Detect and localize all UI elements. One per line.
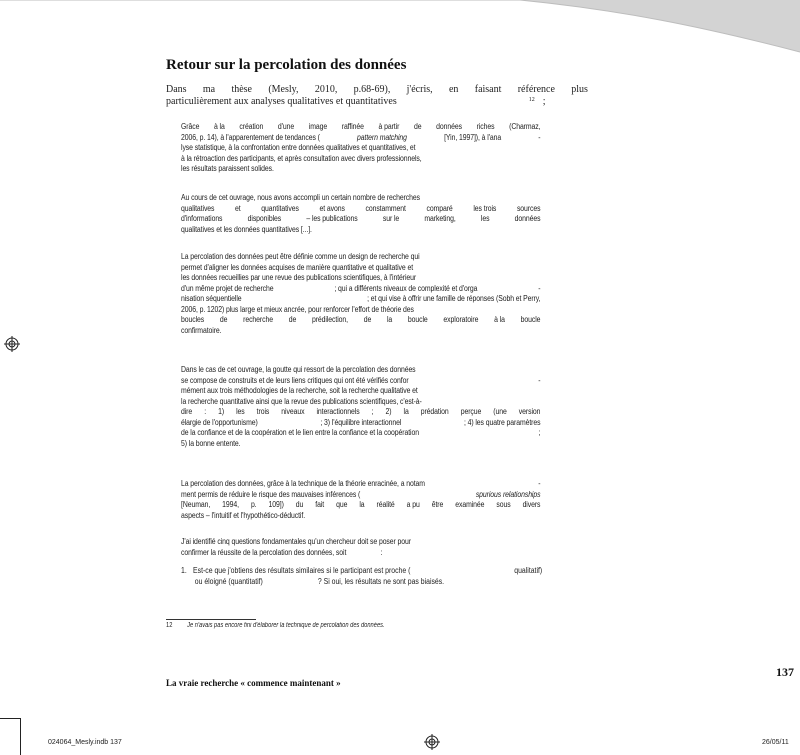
quote-text: et [235,203,241,213]
quote-text: sous [496,500,511,509]
quote-text: 2006, p. 14), à l'apparentement de tendances ( [181,132,320,142]
quote-text: quantitatives [261,203,299,213]
block-quote-p3 [181,252,540,336]
registration-mark-icon [424,734,440,750]
footnote-reference: 12 [528,97,535,103]
quote-text: La percolation des données peut être définie comme un design de recherche qui [181,252,420,261]
quote-text: et avons [319,203,345,213]
quote-text: - [538,283,541,293]
intro-word: thèse [231,84,252,95]
outro-colon: : [380,547,383,557]
quote-text: perçue [460,407,482,416]
quote-text: de [363,315,372,324]
quote-text: trois [256,407,270,416]
quote-line [181,511,540,522]
intro-line-2 [166,96,588,109]
quote-text: ; 3) l'équilibre interactionnel [320,417,402,427]
quote-text: de la confiance et de la coopération et le lien entre la confiance et la coopération [181,428,419,437]
quote-text: données [514,214,541,223]
quote-text: les [236,407,245,416]
quote-text: confirmatoire. [181,325,222,335]
quote-text: ; et qui vise à offrir une famille de réponses (Sobh et Perry, [367,294,541,303]
quote-line [181,193,540,204]
quote-text: La percolation des données, grâce à la technique de la théorie enracinée, a notam [181,479,425,488]
intro-word: ma [202,84,216,95]
quote-text: ; [371,407,374,416]
quote-text: a pu [406,500,420,509]
block-quote-p5 [181,479,540,521]
quote-text: examinée [455,500,485,509]
quote-line [181,225,540,236]
list-item-text: Est-ce que j'obtiens des résultats similaires si le participant est proche ( [193,566,411,575]
quote-text: ; [538,428,541,437]
quote-line [181,439,540,450]
quote-text: 109]) [268,500,284,509]
quote-text: prédation [420,407,449,416]
quote-text: ment permis de réduire le risque des mauvaises inférences ( [181,489,361,499]
intro-word: p.68-69), [353,84,391,95]
quote-text: qualitatives et les données quantitatives [...]. [181,224,312,234]
quote-line [181,252,540,263]
outro-paragraph [181,537,540,558]
intro-word: en [448,84,459,95]
quote-line [181,326,540,337]
quote-line [181,204,540,215]
quote-line [181,154,540,165]
quote-text: pattern matching [357,132,407,142]
quote-text: sources [516,203,541,213]
quote-text: comparé [426,203,453,213]
quote-text: données [436,122,462,131]
quote-line [181,315,540,326]
quote-text: 1) [218,407,225,416]
quote-text: à partir [378,122,400,131]
quote-text: [Neuman, [181,500,211,509]
quote-line [181,386,540,397]
quote-text: Grâce [181,122,200,131]
quote-line [181,479,540,490]
footnote [166,622,385,629]
registration-mark-icon [4,336,20,352]
footnote-text: Je n'avais pas encore fini d'élaborer la technique de percolation des données. [187,622,385,629]
quote-line [181,490,540,501]
quote-text: à la [494,315,505,324]
quote-text: raffinée [341,122,364,131]
block-quote-p2 [181,193,540,235]
quote-text: les [480,214,490,223]
crop-mark [0,718,20,719]
quote-text: (une [493,407,507,416]
quote-text: les données recueillies par une revue des publications scientifiques, à l'intérieur [181,273,417,282]
quote-line [181,164,540,175]
quote-text: réalité [376,500,395,509]
quote-text: image [308,122,328,131]
quote-text: sur le [382,214,400,223]
quote-text: de [413,122,422,131]
quote-text: mément aux trois méthodologies de la recherche, soit la recherche qualitative et [181,386,418,395]
quote-text: la recherche quantitative ainsi que la revue des publications scientifiques, c'est-à- [181,396,422,406]
quote-text: 2) [385,407,392,416]
list-item-line-1 [181,566,542,577]
outro-line [181,548,540,559]
quote-text: 2006, p. 1202) plus large et mieux ancrée, pour renforcer l'effort de théorie des [181,304,414,314]
quote-text: (Charmaz, [509,122,541,131]
quote-text: se compose de construits et de leurs liens critiques qui ont été vérifiés confor [181,375,409,385]
quote-text: spurious relationships [475,489,541,499]
list-item-line-2 [181,577,542,588]
quote-line [181,263,540,274]
crop-mark [20,718,21,755]
block-quote-p4 [181,365,540,449]
quote-text: 1994, [222,500,239,509]
quote-line [181,294,540,305]
quote-text: recherche [243,315,273,324]
quote-text: version [518,407,541,416]
quote-text: boucles [181,315,205,324]
intro-word: Dans [166,84,187,95]
quote-text: prédilection, [311,315,348,324]
quote-text: divers [522,500,541,509]
intro-line-end: ; [542,96,546,107]
quote-text: - [538,132,541,142]
quote-line [181,214,540,225]
quote-text: 5) la bonne entente. [181,438,241,448]
list-item [181,566,542,587]
intro-word: faisant [474,84,502,95]
quote-text: fait [315,500,325,509]
quote-text: exploratoire [443,315,479,324]
quote-text: boucle [407,315,428,324]
intro-word: plus [571,84,588,95]
quote-line [181,305,540,316]
footnote-number: 12 [166,622,173,629]
quote-line [181,133,540,144]
outro-line: J'ai identifié cinq questions fondamentales qu'un chercheur doit se poser pour [181,537,411,546]
list-item-number: 1. [181,566,187,575]
quote-text: élargie de l'opportunisme) [181,417,258,427]
quote-text: la [359,500,365,509]
quote-line [181,376,540,387]
quote-text: ; qui a différents niveaux de complexité et d'orga [334,283,478,293]
quote-text: disponibles [247,214,282,223]
quote-text: nisation séquentielle [181,294,242,303]
quote-text: du [295,500,304,509]
quote-text: la [386,315,393,324]
intro-word: j'écris, [406,84,433,95]
quote-text: que [336,500,348,509]
quote-text: interactionnels [316,407,360,416]
quote-line [181,365,540,376]
quote-text: à la rétroaction des participants, et après consultation avec divers professionnels, [181,153,422,163]
quote-text: permet d'aligner les données acquises de manière quantitative et qualitative et [181,262,414,272]
quote-line [181,407,540,418]
quote-line [181,122,540,133]
quote-line [181,284,540,295]
quote-text: dire [181,407,193,416]
quote-text: d'informations [181,214,223,223]
quote-text: : [204,407,207,416]
quote-text: d'une [277,122,295,131]
quote-text: constamment [365,203,406,213]
quote-text: être [431,500,444,509]
quote-text: la [403,407,409,416]
running-footer: La vraie recherche « commence maintenant » [166,678,341,688]
quote-text: - [538,479,541,488]
quote-text: - [538,375,541,385]
intro-line-1 [166,84,588,96]
slug-right: 26/05/11 [762,739,789,746]
quote-text: les résultats paraissent solides. [181,164,274,173]
quote-text: lyse statistique, à la confrontation entre données qualitatives et quantitatives, et [181,143,416,152]
quote-text: création [239,122,264,131]
quote-line [181,418,540,429]
quote-line [181,500,540,511]
page-title: Retour sur la percolation des données [166,57,407,73]
list-item-text: ? Si oui, les résultats ne sont pas biaisés. [317,576,445,586]
block-quote-p1 [181,122,540,175]
quote-text: niveaux [281,407,305,416]
quote-line [181,143,540,154]
quote-text: aspects – l'intuitif et l'hypothético-déductif. [181,510,306,520]
intro-paragraph [166,84,588,109]
quote-text: Dans le cas de cet ouvrage, la goutte qui ressort de la percolation des données [181,365,416,374]
quote-text: boucle [520,315,541,324]
quote-line [181,397,540,408]
intro-text: particulièrement aux analyses qualitatives et quantitatives [166,96,397,107]
list-item-text: qualitatif) [514,566,543,575]
quote-text: [Yin, 1997]), à l'ana [444,132,502,142]
quote-text: – les publications [306,214,358,223]
quote-text: les trois [473,203,497,213]
quote-text: p. [250,500,257,509]
quote-text: ; 4) les quatre paramètres [463,417,541,427]
outro-line-text: confirmer la réussite de la percolation des données, soit [181,547,347,557]
quote-line [181,273,540,284]
quote-line [181,428,540,439]
intro-word: 2010, [314,84,338,95]
footnote-separator [166,619,256,620]
quote-text: Au cours de cet ouvrage, nous avons accompli un certain nombre de recherches [181,193,420,202]
quote-text: qualitatives [181,203,215,213]
quote-text: de [288,315,297,324]
quote-text: riches [476,122,495,131]
quote-text: d'un même projet de recherche [181,283,274,293]
intro-word: référence [517,84,555,95]
quote-text: de [219,315,228,324]
page-number: 137 [776,665,794,679]
intro-word: (Mesly, [268,84,299,95]
quote-text: marketing, [424,214,456,223]
slug-left: 024064_Mesly.indb 137 [48,739,122,746]
list-item-text: ou éloigné (quantitatif) [194,576,263,586]
quote-text: à la [213,122,225,131]
